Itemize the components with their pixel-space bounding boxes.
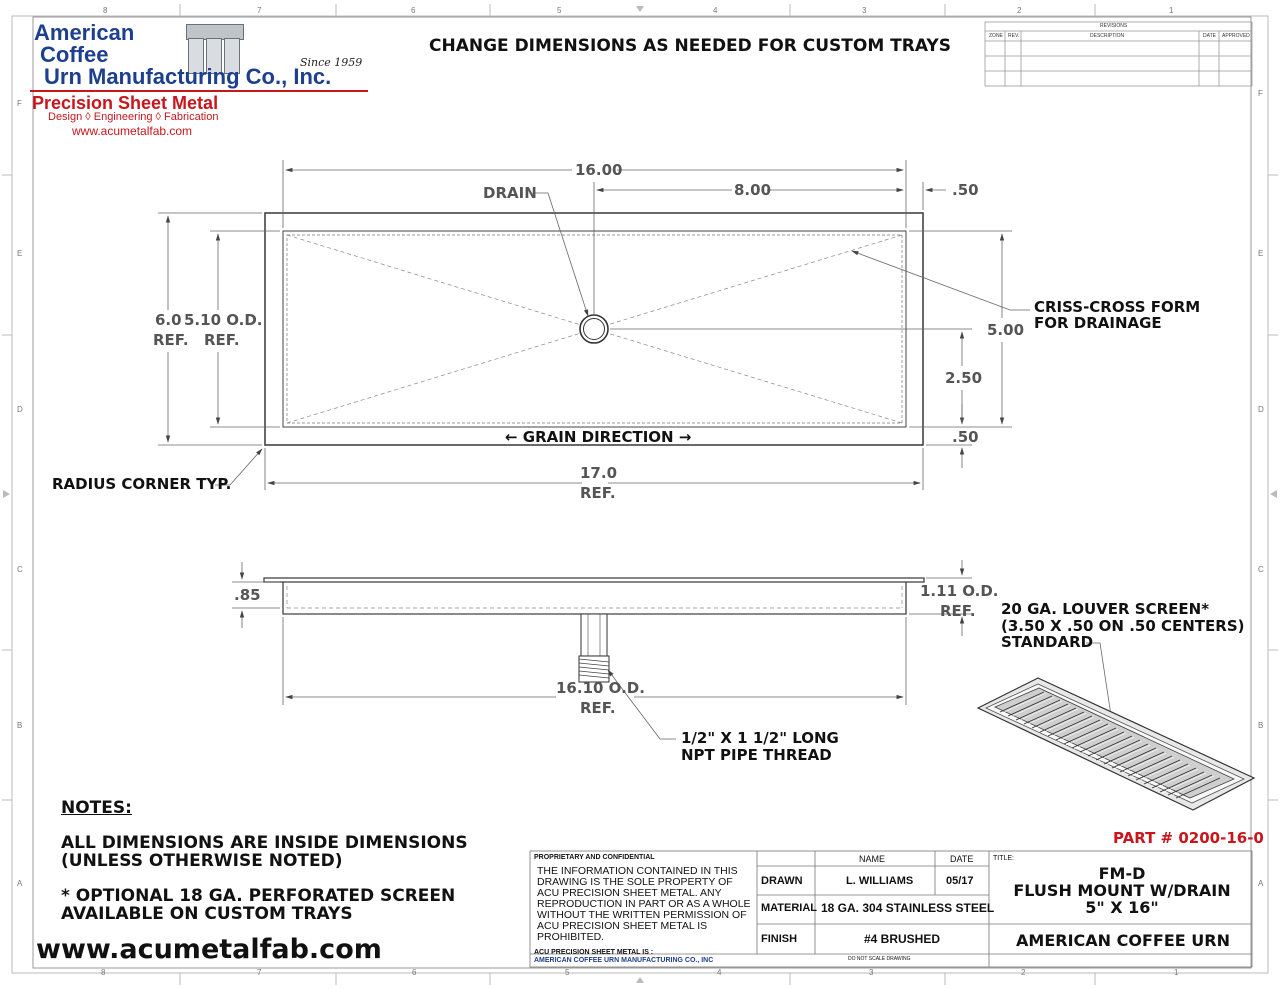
- dim-outer-width: 6.0: [155, 311, 182, 329]
- zone-top-2: 2: [1017, 6, 1022, 15]
- logo-underline: [30, 90, 368, 92]
- dim-od-depth-ref: REF.: [940, 602, 976, 620]
- note-1-line-2: (UNLESS OTHERWISE NOTED): [61, 851, 343, 871]
- dim-overall-ref: 17.0: [580, 464, 618, 482]
- zone-left-e: E: [17, 249, 23, 258]
- dim-flange-right: .50: [952, 181, 979, 199]
- logo-line-american: American: [34, 20, 135, 45]
- logo-tagline: Precision Sheet Metal: [32, 93, 219, 113]
- do-not-scale-label: DO NOT SCALE DRAWING: [848, 956, 911, 962]
- drawn-name: L. WILLIAMS: [846, 875, 914, 887]
- zone-top-8: 8: [103, 6, 108, 15]
- drawing-title-1: FM-D: [1098, 864, 1146, 883]
- part-number: PART # 0200-16-0: [1113, 829, 1264, 847]
- dim-half-length: 8.00: [734, 181, 772, 199]
- revisions-col-rev: REV.: [1008, 33, 1020, 39]
- title-header: TITLE:: [993, 855, 1015, 862]
- zone-left-c: C: [17, 565, 23, 574]
- zone-right-e: E: [1258, 249, 1264, 258]
- acu-company-label: AMERICAN COFFEE URN MANUFACTURING CO., INC: [534, 957, 714, 964]
- screen-label-2: (3.50 X .50 ON .50 CENTERS): [1001, 617, 1245, 635]
- dim-inside-width: 5.00: [987, 321, 1025, 339]
- proprietary-line-4: REPRODUCTION IN PART OR AS A WHOLE: [537, 898, 751, 910]
- company-name: AMERICAN COFFEE URN: [1016, 931, 1230, 950]
- logo-url[interactable]: www.acumetalfab.com: [72, 124, 193, 138]
- revisions-col-description: DESCRIPTION: [1090, 33, 1125, 39]
- zone-right-d: D: [1258, 405, 1264, 414]
- dim-overall-length: 16.00: [575, 161, 623, 179]
- zone-bottom-4: 4: [717, 968, 722, 977]
- acu-is-label: ACU PRECISION SHEET METAL IS :: [534, 949, 654, 956]
- proprietary-line-3: ACU PRECISION SHEET METAL. ANY: [537, 887, 722, 899]
- dim-od-length-ref: REF.: [580, 699, 616, 717]
- name-header: NAME: [859, 854, 886, 864]
- dim-flange-bottom: .50: [952, 428, 979, 446]
- revisions-col-approved: APPROVED: [1222, 33, 1250, 39]
- criss-cross-label-1: CRISS-CROSS FORM: [1034, 298, 1201, 316]
- zone-left-f: F: [17, 99, 22, 108]
- zone-left-b: B: [17, 721, 23, 730]
- company-logo: [30, 18, 370, 138]
- zone-top-1: 1: [1169, 6, 1174, 15]
- zone-top-4: 4: [713, 6, 718, 15]
- drawn-date: 05/17: [946, 875, 974, 887]
- zone-top-6: 6: [411, 6, 416, 15]
- dim-od-length: 16.10 O.D.: [556, 679, 645, 697]
- proprietary-line-5: WITHOUT THE WRITTEN PERMISSION OF: [537, 909, 747, 921]
- date-header: DATE: [950, 854, 974, 864]
- dim-half-width: 2.50: [945, 369, 983, 387]
- website-url[interactable]: www.acumetalfab.com: [36, 934, 382, 965]
- screen-label-3: STANDARD: [1001, 633, 1094, 651]
- zone-right-c: C: [1258, 565, 1264, 574]
- finish-value: #4 BRUSHED: [864, 932, 941, 946]
- zone-bottom-5: 5: [565, 968, 570, 977]
- note-2-line-1: * OPTIONAL 18 GA. PERFORATED SCREEN: [61, 886, 456, 906]
- radius-corner-label: RADIUS CORNER TYP.: [52, 475, 232, 493]
- zone-right-b: B: [1258, 721, 1264, 730]
- logo-line-company: Urn Manufacturing Co., Inc.: [44, 64, 332, 89]
- zone-top-7: 7: [257, 6, 262, 15]
- zone-left-d: D: [17, 405, 23, 414]
- criss-cross-label-2: FOR DRAINAGE: [1034, 314, 1162, 332]
- note-1-line-1: ALL DIMENSIONS ARE INSIDE DIMENSIONS: [61, 833, 468, 853]
- drawn-label: DRAWN: [761, 875, 803, 887]
- zone-right-f: F: [1258, 89, 1263, 98]
- zone-bottom-1: 1: [1174, 968, 1179, 977]
- proprietary-line-2: DRAWING IS THE SOLE PROPERTY OF: [537, 876, 733, 888]
- logo-line-coffee: Coffee: [40, 42, 109, 67]
- material-value: 18 GA. 304 STAINLESS STEEL: [821, 901, 995, 915]
- zone-bottom-7: 7: [257, 968, 262, 977]
- notes-heading: NOTES:: [61, 798, 132, 818]
- finish-label: FINISH: [761, 933, 798, 945]
- pipe-thread-label-1: 1/2" X 1 1/2" LONG: [681, 729, 839, 747]
- zone-bottom-8: 8: [101, 968, 106, 977]
- zone-bottom-3: 3: [869, 968, 874, 977]
- header-note: CHANGE DIMENSIONS AS NEEDED FOR CUSTOM TRAYS: [429, 36, 951, 56]
- dim-od-depth: 1.11 O.D.: [920, 582, 999, 600]
- dim-overall-ref-label: REF.: [580, 484, 616, 502]
- louver-screen-illustration: [978, 678, 1254, 810]
- dim-outer-width-ref: REF.: [153, 331, 189, 349]
- zone-bottom-2: 2: [1021, 968, 1026, 977]
- revisions-title: REVISIONS: [1100, 23, 1128, 29]
- drawing-title-2: FLUSH MOUNT W/DRAIN: [1013, 881, 1231, 900]
- zone-right-a: A: [1258, 879, 1264, 888]
- pipe-thread-label-2: NPT PIPE THREAD: [681, 746, 832, 764]
- proprietary-heading: PROPRIETARY AND CONFIDENTIAL: [534, 854, 655, 861]
- side-view: [264, 578, 924, 682]
- proprietary-line-6: ACU PRECISION SHEET METAL IS: [537, 920, 708, 932]
- dim-od-width: 5.10 O.D.: [184, 311, 263, 329]
- zone-left-a: A: [17, 879, 23, 888]
- proprietary-line-1: THE INFORMATION CONTAINED IN THIS: [537, 865, 738, 877]
- screen-label-1: 20 GA. LOUVER SCREEN*: [1001, 600, 1210, 618]
- revisions-col-date: DATE: [1203, 33, 1216, 39]
- zone-top-3: 3: [862, 6, 867, 15]
- note-2-line-2: AVAILABLE ON CUSTOM TRAYS: [61, 904, 353, 924]
- dim-depth: .85: [234, 586, 261, 604]
- logo-since: Since 1959: [300, 56, 363, 69]
- logo-services: Design ◊ Engineering ◊ Fabrication: [48, 111, 219, 123]
- material-label: MATERIAL: [761, 902, 818, 914]
- proprietary-line-7: PROHIBITED.: [537, 931, 605, 943]
- dim-od-width-ref: REF.: [204, 331, 240, 349]
- grain-direction-label: ← GRAIN DIRECTION →: [505, 428, 692, 446]
- zone-bottom-6: 6: [412, 968, 417, 977]
- revisions-col-zone: ZONE: [989, 33, 1003, 39]
- drain-label: DRAIN: [483, 184, 537, 202]
- drawing-title-3: 5" X 16": [1085, 898, 1159, 917]
- zone-top-5: 5: [557, 6, 562, 15]
